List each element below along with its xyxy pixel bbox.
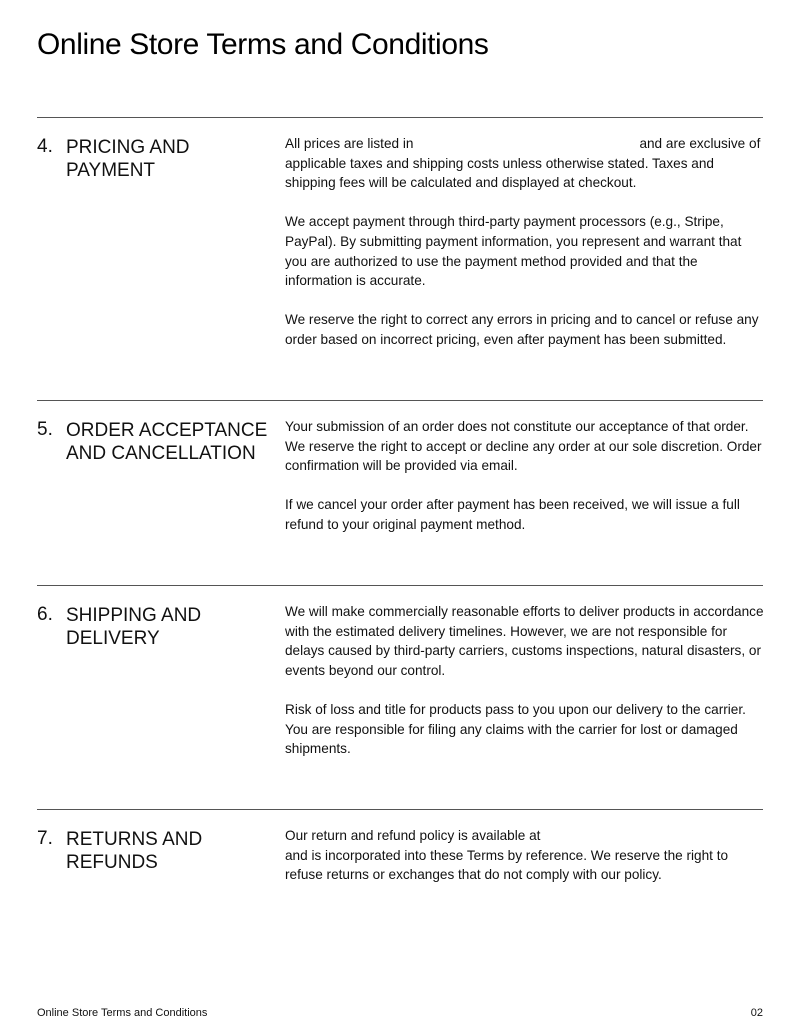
section-shipping-and-delivery	[37, 585, 763, 810]
section-title: PRICING AND PAYMENT	[66, 137, 190, 181]
section-order-acceptance	[37, 400, 763, 586]
page-number: 02	[750, 1007, 763, 1019]
paragraph: Risk of loss and title for products pass to you upon our delivery to the carrier. You are responsible for filing any claims with the carrier for lost or damaged shipments.	[285, 701, 746, 757]
paragraph-text-before-blank: All prices are listed in	[285, 136, 414, 151]
section-body	[285, 602, 765, 778]
paragraph-text-after-blank: and is incorporated into these Terms by reference. We reserve the right to refuse returns or exchanges that do not comply with our policy.	[285, 847, 729, 883]
footer-document-title: Online Store Terms and Conditions	[37, 1007, 208, 1019]
section-body	[285, 134, 765, 369]
paragraph: We accept payment through third-party payment processors (e.g., Stripe, PayPal). By submitting payment information, you represent and warrant that you are authorized to use the payment method provided and that the information is accurate.	[285, 214, 742, 289]
section-pricing-and-payment	[37, 117, 763, 401]
section-body	[285, 417, 765, 554]
section-number: 5.	[37, 419, 53, 440]
section-number: 7.	[37, 828, 53, 849]
paragraph: If we cancel your order after payment has been received, we will issue a full refund to your original payment method.	[285, 497, 740, 532]
paragraph: We reserve the right to correct any errors in pricing and to cancel or refuse any order based on incorrect pricing, even after payment has been submitted.	[285, 312, 759, 347]
paragraph	[285, 134, 765, 193]
section-title: ORDER ACCEPTANCE AND CANCELLATION	[66, 420, 268, 464]
paragraph	[285, 826, 765, 885]
section-title: SHIPPING AND DELIVERY	[66, 605, 202, 649]
paragraph: Your submission of an order does not constitute our acceptance of that order. We reserve the right to accept or decline any order at our sole discretion. Order confirmation will be provided via email.	[285, 419, 762, 474]
section-body	[285, 826, 765, 904]
section-number: 6.	[37, 604, 53, 625]
paragraph-text-after-blank: and are exclusive of applicable taxes and shipping costs unless otherwise stated. Taxes and shipping fees will be calculated and displayed at checkout.	[285, 136, 761, 191]
paragraph: We will make commercially reasonable efforts to deliver products in accordance with the estimated delivery timelines. However, we are not responsible for delays caused by third-party carriers, customs inspections, natural disasters, or events beyond our control.	[285, 604, 764, 678]
section-returns-and-refunds	[37, 809, 763, 960]
section-title: RETURNS AND REFUNDS	[66, 829, 203, 873]
section-number: 4.	[37, 136, 53, 157]
paragraph-text-before-blank: Our return and refund policy is available at	[285, 828, 541, 843]
page-title: Online Store Terms and Conditions	[37, 28, 489, 61]
